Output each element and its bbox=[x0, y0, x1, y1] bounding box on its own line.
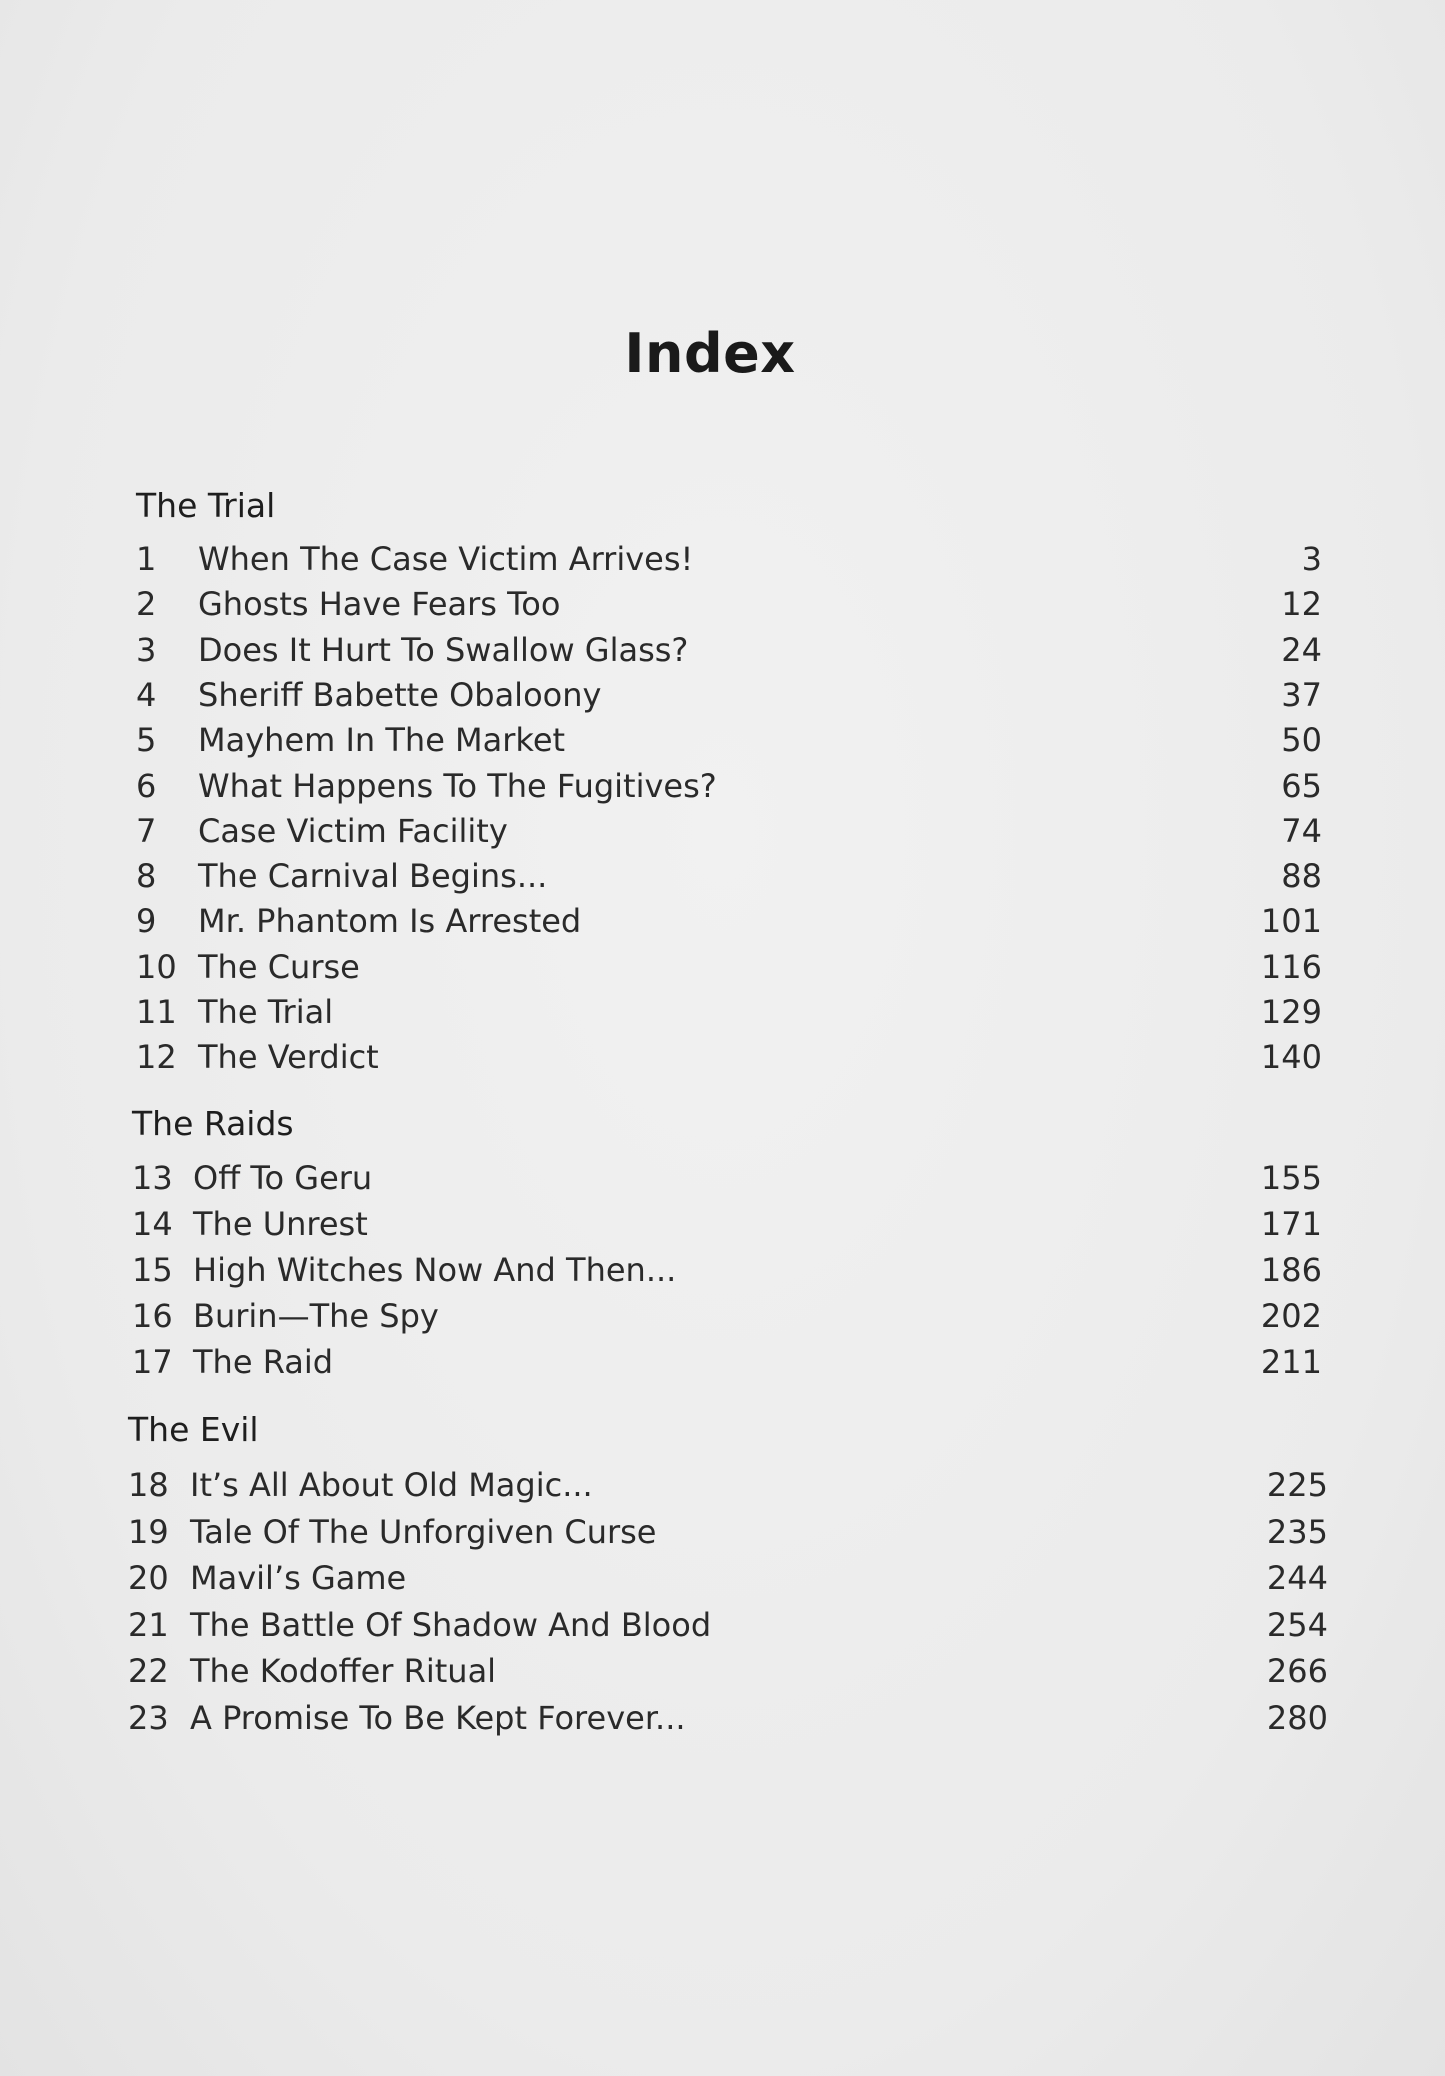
chapter-title: Mayhem In The Market bbox=[198, 721, 566, 759]
chapter-number: 11 bbox=[136, 993, 177, 1031]
page-number: 129 bbox=[1260, 993, 1322, 1031]
chapter-number: 10 bbox=[136, 948, 177, 986]
chapter-title: When The Case Victim Arrives! bbox=[198, 540, 694, 578]
page-number: 50 bbox=[1281, 721, 1322, 759]
chapter-title: The Verdict bbox=[198, 1038, 379, 1076]
toc-entry bbox=[136, 631, 1322, 675]
toc-entry bbox=[132, 1205, 1322, 1249]
page-number: 155 bbox=[1260, 1159, 1322, 1197]
toc-entry bbox=[136, 585, 1322, 629]
chapter-title: Sheriff Babette Obaloony bbox=[198, 676, 602, 714]
toc-entry bbox=[136, 812, 1322, 856]
chapter-number: 9 bbox=[136, 902, 157, 940]
page-title: Index bbox=[624, 322, 796, 385]
chapter-number: 6 bbox=[136, 767, 157, 805]
section-title: The Trial bbox=[136, 486, 276, 525]
page-number: 24 bbox=[1281, 631, 1322, 669]
chapter-title: High Witches Now And Then... bbox=[193, 1251, 677, 1289]
page-number: 202 bbox=[1260, 1297, 1322, 1335]
chapter-number: 2 bbox=[136, 585, 157, 623]
chapter-title: Off To Geru bbox=[193, 1159, 373, 1197]
chapter-title: Case Victim Facility bbox=[198, 812, 508, 850]
chapter-title: A Promise To Be Kept Forever... bbox=[190, 1699, 686, 1737]
chapter-number: 16 bbox=[132, 1297, 173, 1335]
toc-entry bbox=[136, 540, 1322, 584]
toc-entry bbox=[132, 1159, 1322, 1203]
toc-entry bbox=[136, 676, 1322, 720]
page-number: 266 bbox=[1266, 1652, 1328, 1690]
toc-entry bbox=[136, 993, 1322, 1037]
toc-entry bbox=[128, 1513, 1328, 1557]
toc-entry bbox=[128, 1699, 1328, 1743]
chapter-title: The Raid bbox=[193, 1343, 334, 1381]
page-number: 101 bbox=[1260, 902, 1322, 940]
chapter-number: 19 bbox=[128, 1513, 169, 1551]
toc-entry bbox=[136, 721, 1322, 765]
page-number: 186 bbox=[1260, 1251, 1322, 1289]
chapter-number: 8 bbox=[136, 857, 157, 895]
page-number: 254 bbox=[1266, 1606, 1328, 1644]
page-number: 3 bbox=[1301, 540, 1322, 578]
chapter-title: Mavil’s Game bbox=[190, 1559, 407, 1597]
chapter-number: 14 bbox=[132, 1205, 173, 1243]
toc-entry bbox=[128, 1652, 1328, 1696]
chapter-number: 15 bbox=[132, 1251, 173, 1289]
page-number: 74 bbox=[1281, 812, 1322, 850]
page-number: 244 bbox=[1266, 1559, 1328, 1597]
section-title: The Raids bbox=[132, 1104, 294, 1143]
chapter-title: The Carnival Begins... bbox=[198, 857, 548, 895]
chapter-title: The Battle Of Shadow And Blood bbox=[190, 1606, 712, 1644]
chapter-title: Tale Of The Unforgiven Curse bbox=[190, 1513, 657, 1551]
toc-entry bbox=[128, 1466, 1328, 1510]
chapter-number: 17 bbox=[132, 1343, 173, 1381]
chapter-title: It’s All About Old Magic... bbox=[190, 1466, 593, 1504]
toc-entry bbox=[132, 1251, 1322, 1295]
page-number: 116 bbox=[1260, 948, 1322, 986]
toc-entry bbox=[136, 767, 1322, 811]
chapter-title: The Trial bbox=[198, 993, 334, 1031]
page-number: 225 bbox=[1266, 1466, 1328, 1504]
chapter-title: The Curse bbox=[198, 948, 360, 986]
chapter-number: 23 bbox=[128, 1699, 169, 1737]
chapter-title: The Kodoffer Ritual bbox=[190, 1652, 497, 1690]
page-number: 65 bbox=[1281, 767, 1322, 805]
chapter-number: 7 bbox=[136, 812, 157, 850]
chapter-number: 20 bbox=[128, 1559, 169, 1597]
chapter-title: Mr. Phantom Is Arrested bbox=[198, 902, 582, 940]
toc-entry bbox=[136, 902, 1322, 946]
chapter-title: Ghosts Have Fears Too bbox=[198, 585, 561, 623]
page-number: 280 bbox=[1266, 1699, 1328, 1737]
chapter-number: 1 bbox=[136, 540, 157, 578]
toc-entry bbox=[136, 1038, 1322, 1082]
toc-entry bbox=[132, 1343, 1322, 1387]
chapter-number: 3 bbox=[136, 631, 157, 669]
page-number: 235 bbox=[1266, 1513, 1328, 1551]
chapter-number: 4 bbox=[136, 676, 157, 714]
chapter-title: What Happens To The Fugitives? bbox=[198, 767, 717, 805]
chapter-number: 12 bbox=[136, 1038, 177, 1076]
page-number: 171 bbox=[1260, 1205, 1322, 1243]
page-number: 211 bbox=[1260, 1343, 1322, 1381]
toc-entry bbox=[132, 1297, 1322, 1341]
chapter-number: 21 bbox=[128, 1606, 169, 1644]
page-number: 12 bbox=[1281, 585, 1322, 623]
section-title: The Evil bbox=[128, 1410, 259, 1449]
toc-entry bbox=[136, 948, 1322, 992]
chapter-number: 18 bbox=[128, 1466, 169, 1504]
page-number: 140 bbox=[1260, 1038, 1322, 1076]
toc-entry bbox=[128, 1606, 1328, 1650]
chapter-title: Does It Hurt To Swallow Glass? bbox=[198, 631, 689, 669]
chapter-number: 13 bbox=[132, 1159, 173, 1197]
toc-entry bbox=[136, 857, 1322, 901]
page-number: 88 bbox=[1281, 857, 1322, 895]
chapter-title: The Unrest bbox=[193, 1205, 368, 1243]
chapter-title: Burin—The Spy bbox=[193, 1297, 439, 1335]
toc-entry bbox=[128, 1559, 1328, 1603]
chapter-number: 22 bbox=[128, 1652, 169, 1690]
chapter-number: 5 bbox=[136, 721, 157, 759]
page-number: 37 bbox=[1281, 676, 1322, 714]
